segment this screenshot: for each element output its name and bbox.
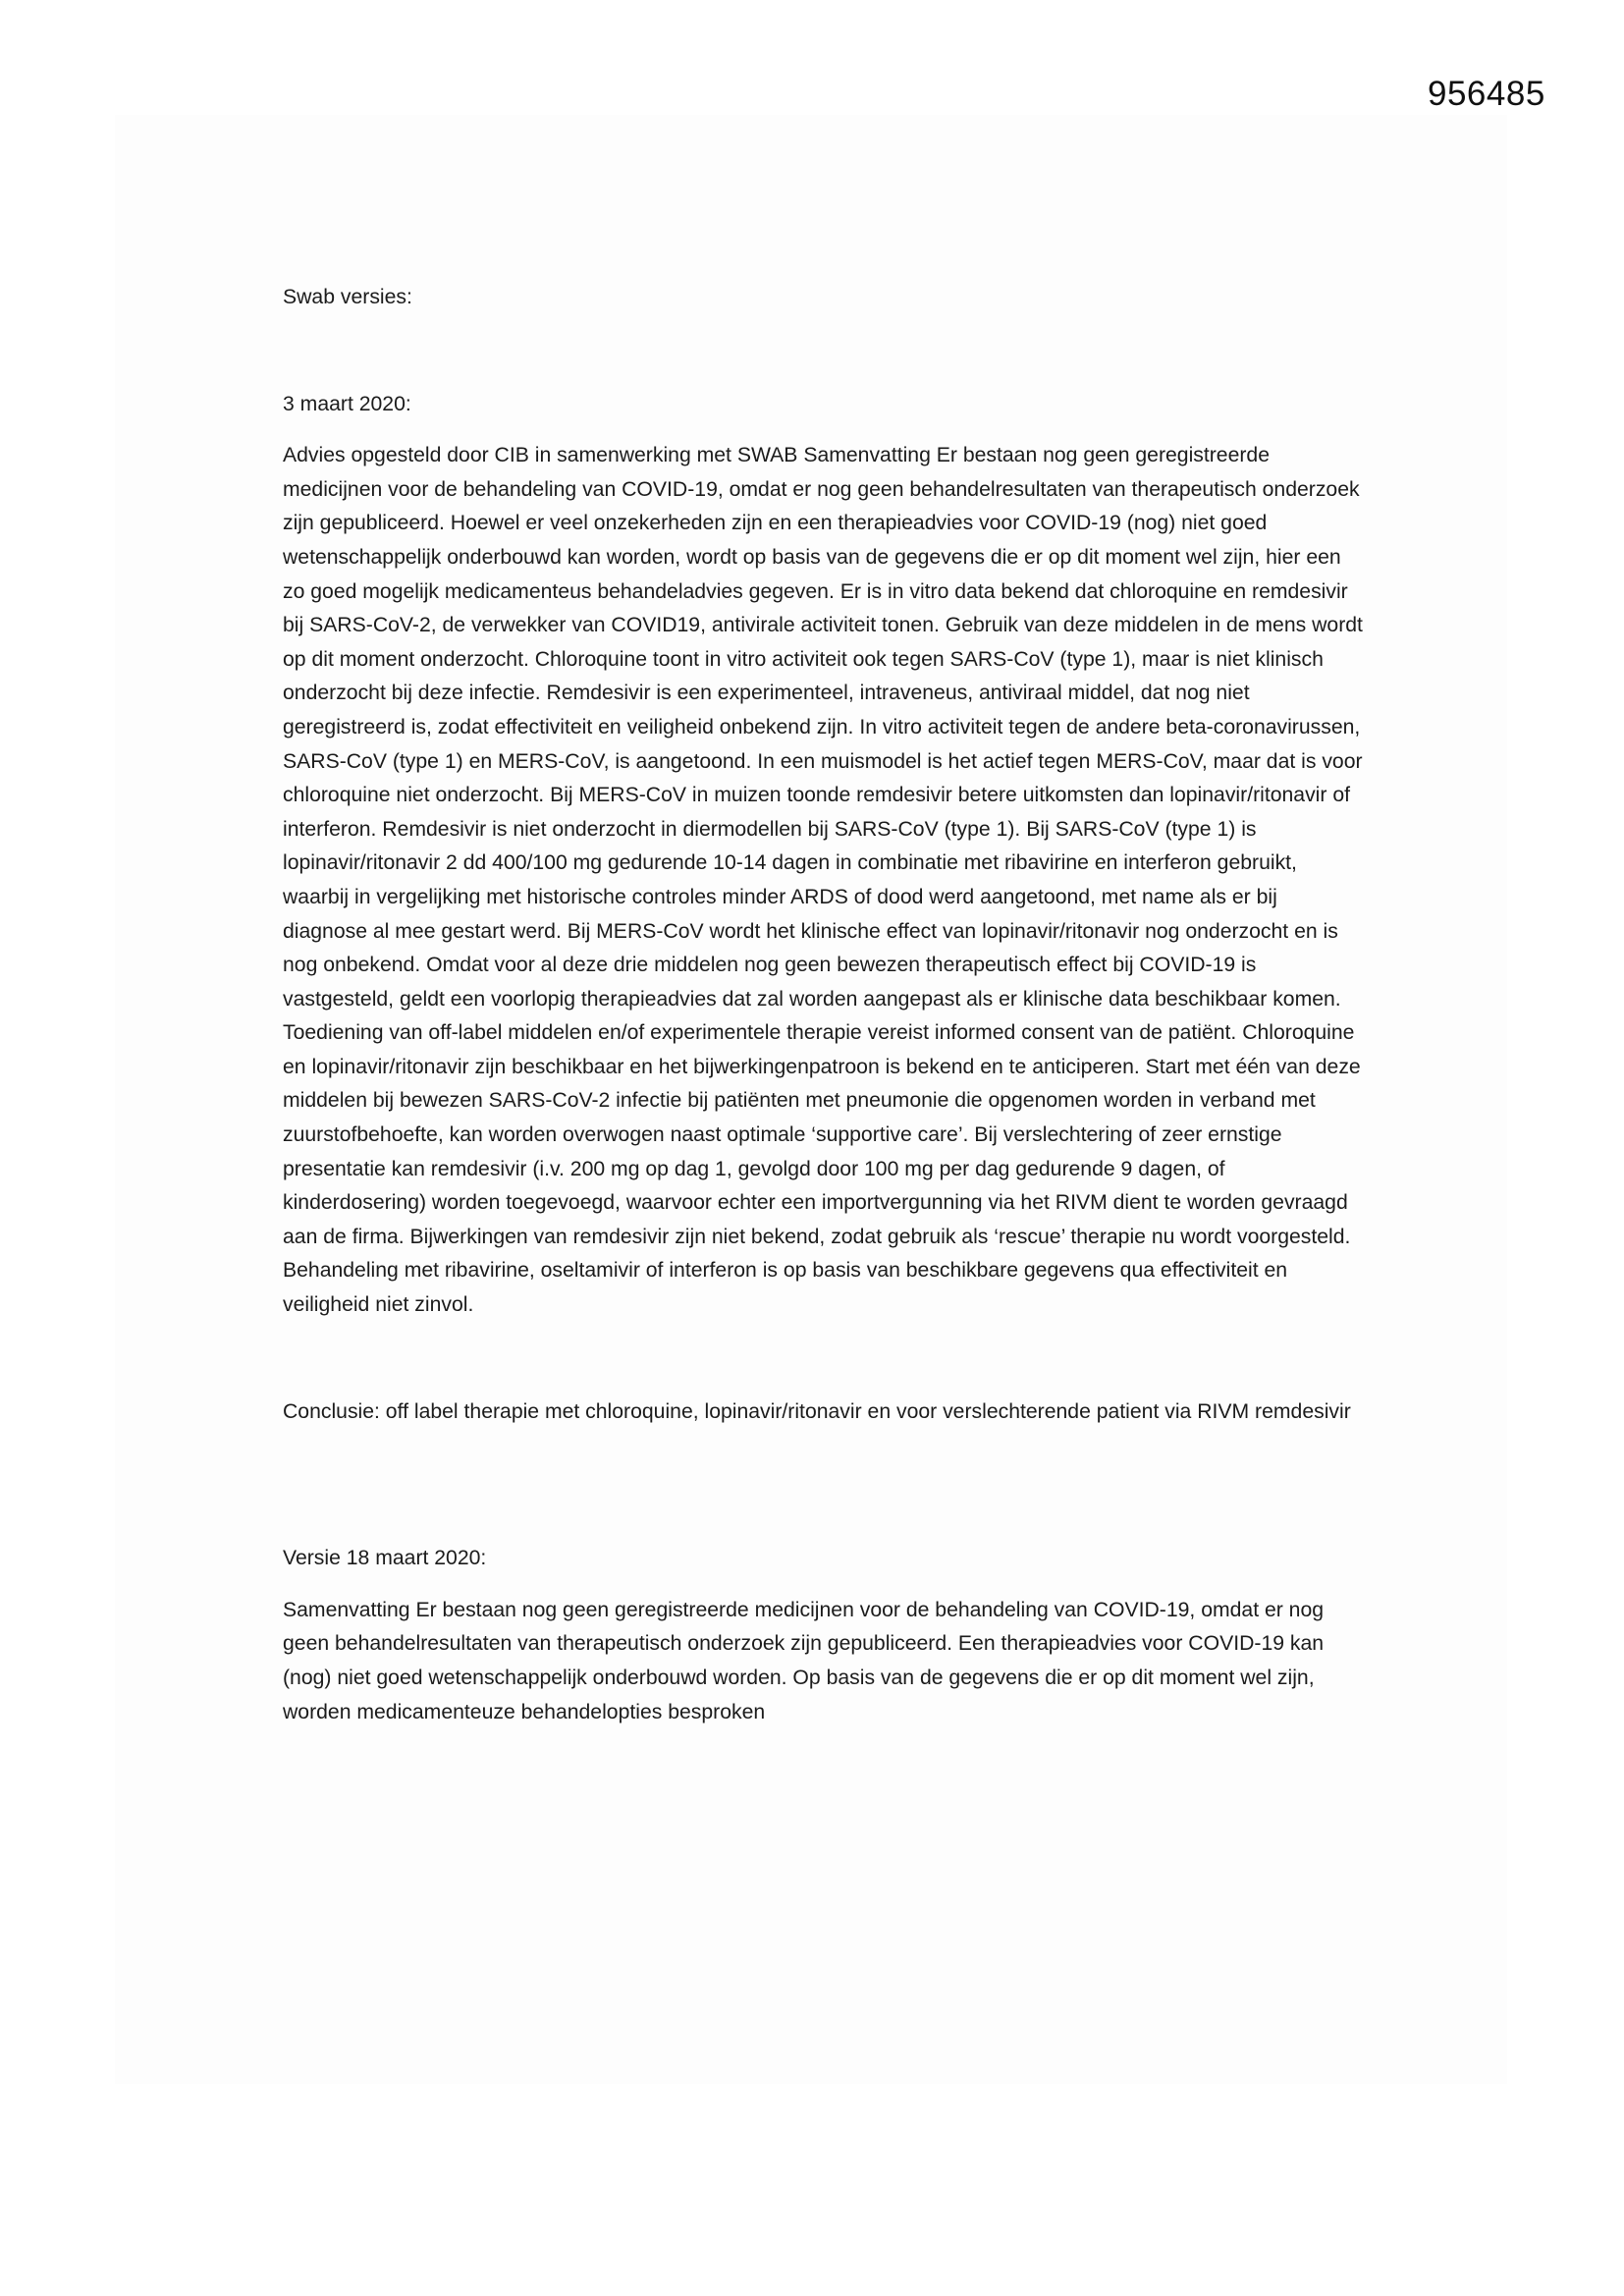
document-title: Swab versies: xyxy=(283,286,412,308)
document-body xyxy=(283,281,1363,1729)
section-date-3-maart: 3 maart 2020: xyxy=(283,392,411,415)
section-conclusion-3-maart: Conclusie: off label therapie met chloroquine, lopinavir/ritonavir en voor verslechterende patient via RIVM remdesivir xyxy=(283,1399,1351,1423)
section-body-3-maart: Advies opgesteld door CIB in samenwerking met SWAB Samenvatting Er bestaan nog geen geregistreerde medicijnen voor de behandeling van COVID-19, omdat er nog geen behandelresultaten van therapeutisch onderzoek zijn gepubliceerd. Hoewel er veel onzekerheden zijn en een therapieadvies voor COVID-19 (nog) niet goed wetenschappelijk onderbouwd kan worden, wordt op basis van de gegevens die er op dit moment wel zijn, hier een zo goed mogelijk medicamenteus behandeladvies gegeven. Er is in vitro data bekend dat chloroquine en remdesivir bij SARS-CoV-2, de verwekker van COVID19, antivirale activiteit tonen. Gebruik van deze middelen in de mens wordt op dit moment onderzocht. Chloroquine toont in vitro activiteit ook tegen SARS-CoV (type 1), maar is niet klinisch onderzocht bij deze infectie. Remdesivir is een experimenteel, intraveneus, antiviraal middel, dat nog niet geregistreerd is, zodat effectiviteit en veiligheid onbekend zijn. In vitro activiteit tegen de andere beta-coronavirussen, SARS-CoV (type 1) en MERS-CoV, is aangetoond. In een muismodel is het actief tegen MERS-CoV, maar dat is voor chloroquine niet onderzocht. Bij MERS-CoV in muizen toonde remdesivir betere uitkomsten dan lopinavir/ritonavir of interferon. Remdesivir is niet onderzocht in diermodellen bij SARS-CoV (type 1). Bij SARS-CoV (type 1) is lopinavir/ritonavir 2 dd 400/100 mg gedurende 10-14 dagen in combinatie met ribavirine en interferon gebruikt, waarbij in vergelijking met historische controles minder ARDS of dood werd aangetoond, met name als er bij diagnose al mee gestart werd. Bij MERS-CoV wordt het klinische effect van lopinavir/ritonavir nog onderzocht en is nog onbekend. Omdat voor al deze drie middelen nog geen bewezen therapeutisch effect bij COVID-19 is vastgesteld, geldt een voorlopig therapieadvies dat zal worden aangepast als er klinische data beschikbaar komen. Toediening van off-label middelen en/of experimentele therapie vereist informed consent van de patiënt. Chloroquine en lopinavir/ritonavir zijn beschikbaar en het bijwerkingenpatroon is bekend en te anticiperen. Start met één van deze middelen bij bewezen SARS-CoV-2 infectie bij patiënten met pneumonie die opgenomen worden in verband met zuurstofbehoefte, kan worden overwogen naast optimale ‘supportive care’. Bij verslechtering of zeer ernstige presentatie kan remdesivir (i.v. 200 mg op dag 1, gevolgd door 100 mg per dag gedurende 9 dagen, of kinderdosering) worden toegevoegd, waarvoor echter een importvergunning via het RIVM dient te worden gevraagd aan de firma. Bijwerkingen van remdesivir zijn niet bekend, zodat gebruik als ‘rescue’ therapie nu wordt voorgesteld. Behandeling met ribavirine, oseltamivir of interferon is op basis van beschikbare gegevens qua effectiviteit en veiligheid niet zinvol. xyxy=(283,444,1363,1317)
section-body-18-maart: Samenvatting Er bestaan nog geen geregistreerde medicijnen voor de behandeling van COVID-19, omdat er nog geen behandelresultaten van therapeutisch onderzoek zijn gepubliceerd. Een therapieadvies voor COVID-19 kan (nog) niet goed wetenschappelijk onderbouwd worden. Op basis van de gegevens die er op dit moment wel zijn, worden medicamenteuze behandelopties besproken xyxy=(283,1598,1325,1723)
document-id-stamp: 956485 xyxy=(1428,75,1545,113)
section-date-18-maart: Versie 18 maart 2020: xyxy=(283,1547,487,1570)
